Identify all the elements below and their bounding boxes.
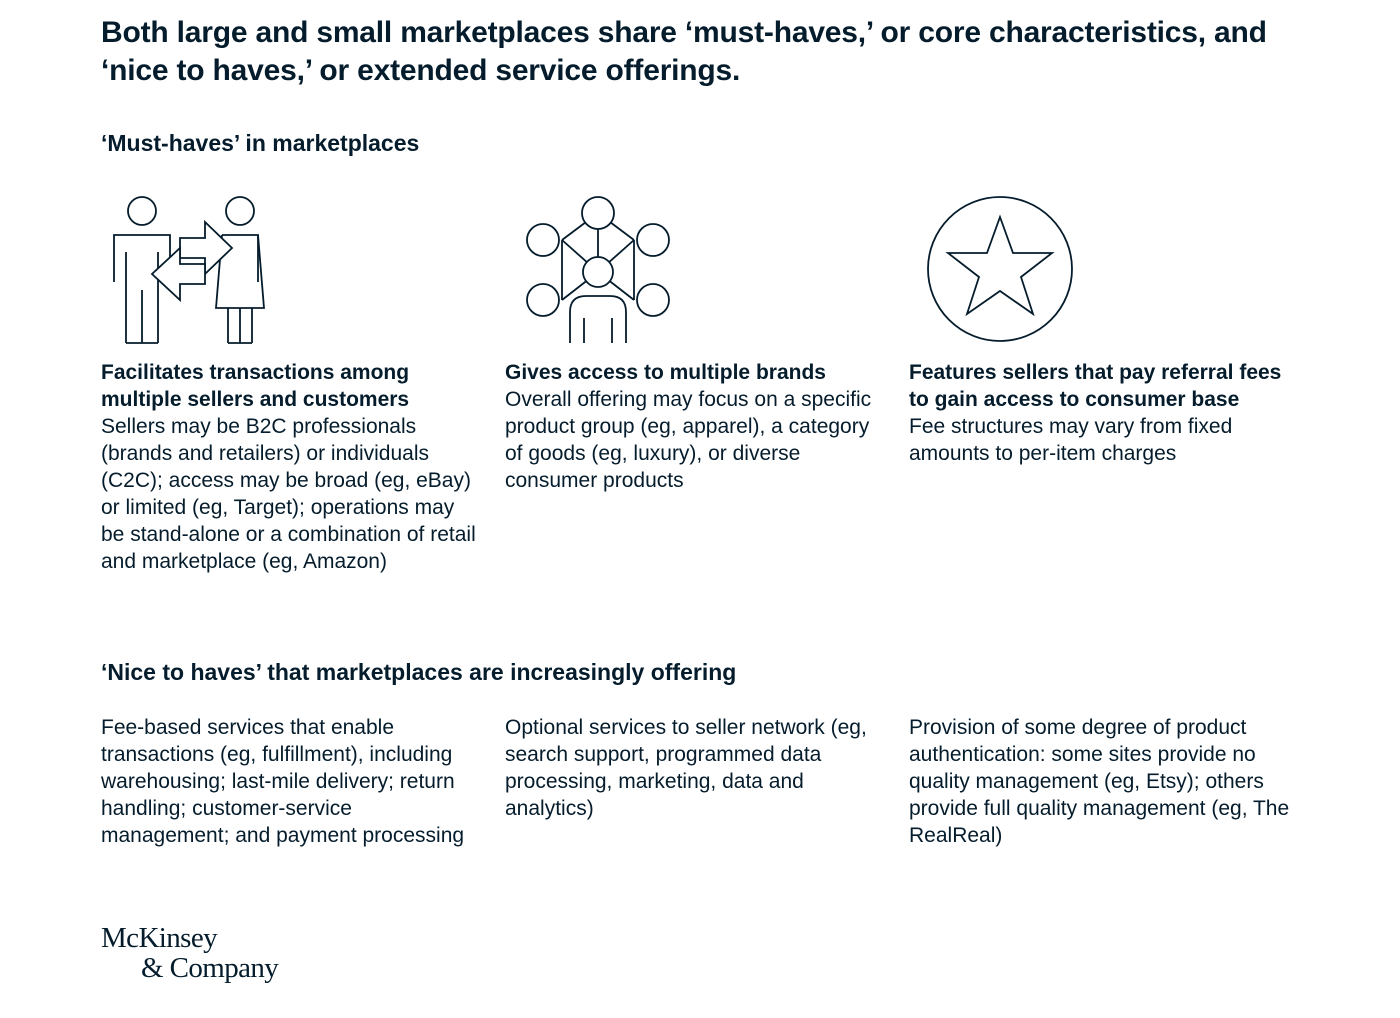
must-have-title: Facilitates transactions among multiple sellers and customers — [101, 361, 410, 411]
must-have-item — [909, 359, 1301, 467]
must-have-description: Fee structures may vary from fixed amounts to per-item charges — [909, 415, 1233, 465]
must-have-description: Overall offering may focus on a specific product group (eg, apparel), a category of goods (eg, luxury), or diverse consumer products — [505, 388, 872, 492]
nice-to-have-item — [101, 714, 481, 849]
nice-to-have-description: Optional services to seller network (eg, search support, programmed data processing, marketing, data and analytics) — [505, 716, 867, 820]
page-title: Both large and small marketplaces share ‘must-haves,’ or core characteristics, and ‘nice to haves,’ or extended service offerings. — [101, 16, 1267, 87]
nice-to-have-description: Fee-based services that enable transactions (eg, fulfillment), including warehousing; last-mile delivery; return handling; customer-service management; and payment processing — [101, 716, 465, 847]
must-have-title: Gives access to multiple brands — [505, 361, 826, 384]
mckinsey-logo — [101, 923, 278, 983]
network-person-icon — [522, 190, 677, 346]
must-have-item — [101, 359, 481, 575]
nice-to-haves-heading: ‘Nice to haves’ that marketplaces are increasingly offering — [101, 659, 737, 685]
people-exchange-icon — [110, 190, 275, 346]
star-circle-icon — [925, 190, 1075, 346]
must-have-description: Sellers may be B2C professionals (brands and retailers) or individuals (C2C); access may be broad (eg, eBay) or limited (eg, Target); operations may be stand-alone or a combination of retail and marketplace (eg, Amazon) — [101, 415, 476, 573]
must-haves-heading: ‘Must-haves’ in marketplaces — [101, 130, 420, 156]
logo-line-1: McKinsey — [101, 922, 218, 954]
nice-to-have-item — [505, 714, 885, 822]
must-have-title: Features sellers that pay referral fees to gain access to consumer base — [909, 361, 1282, 411]
logo-line-2: & Company — [141, 952, 279, 984]
nice-to-have-description: Provision of some degree of product authentication: some sites provide no quality management (eg, Etsy); others provide full quality management (eg, The RealReal) — [909, 716, 1290, 847]
must-have-item — [505, 359, 885, 494]
nice-to-have-item — [909, 714, 1301, 849]
